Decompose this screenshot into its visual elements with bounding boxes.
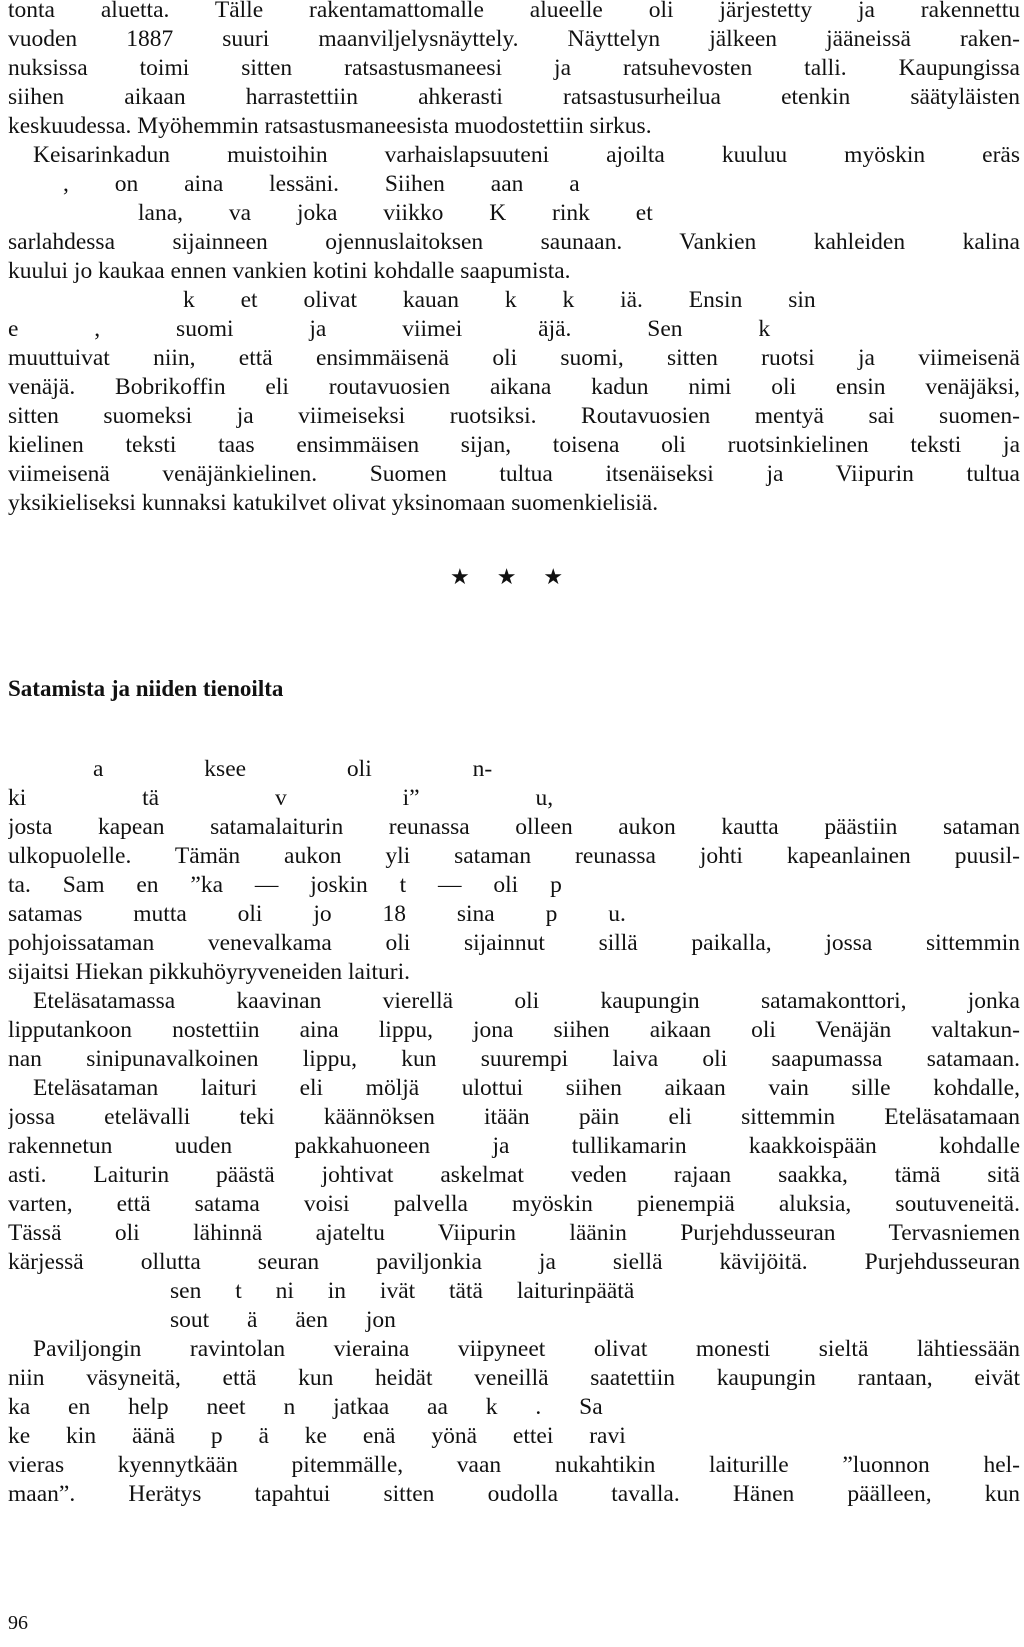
text-line: muuttuivat niin, että ensimmäisenä oli suomi, sitten ruotsi ja viimeisenä [8,345,1020,371]
text-line-fragmented: , on aina lessäni. Siihen aan a [63,171,580,197]
text-line-fragmented: ki tä v i” u, [8,785,554,811]
text-line: Eteläsataman laituri eli möljä ulottui siihen aikaan vain sille kohdalle, [33,1075,1020,1101]
text-line: varten, että satama voisi palvella myöskin pienempiä aluksia, soutuveneitä. [8,1191,1020,1217]
text-line: Paviljongin ravintolan vieraina viipyneet olivat monesti sieltä lähtiessään [33,1336,1020,1362]
text-line-fragmented: a ksee oli n- [93,756,493,782]
text-line: tonta aluetta. Tälle rakentamattomalle alueelle oli järjestetty ja rakennettu [8,0,1020,23]
text-line-fragmented: e , suomi ja viimei äjä. Sen k [8,316,771,342]
text-line: vieras kyennytkään pitemmälle, vaan nukahtikin laiturille ”luonnon hel- [8,1452,1020,1478]
text-line-fragmented: ka en help neet n jatkaa aa k . Sa [8,1394,603,1420]
text-line: josta kapean satamalaiturin reunassa olleen aukon kautta päästiin sataman [8,814,1020,840]
text-line: nuksissa toimi sitten ratsastusmaneesi ja ratsuhevosten talli. Kaupungissa [8,55,1020,81]
text-line-fragmented: satamas mutta oli jo 18 sina p u. [8,901,626,927]
text-line: lipputankoon nostettiin aina lippu, jona siihen aikaan oli Venäjän valtakun- [8,1017,1020,1043]
text-line: pohjoissataman venevalkama oli sijainnut sillä paikalla, jossa sittemmin [8,930,1020,956]
text-line-fragmented: k et olivat kauan k k iä. Ensin sin [183,287,816,313]
text-line-fragmented: sout ä äen jon [170,1307,396,1333]
text-line: sijaitsi Hiekan pikkuhöyryveneiden laituri. [8,959,411,985]
text-block-satamat [8,755,1020,1509]
text-line: rakennetun uuden pakkahuoneen ja tullikamarin kaakkoispään kohdalle [8,1133,1020,1159]
text-line: viimeisenä venäjänkielinen. Suomen tultua itsenäiseksi ja Viipurin tultua [8,461,1020,487]
text-line: Eteläsatamassa kaavinan vierellä oli kaupungin satamakonttori, jonka [33,988,1020,1014]
text-line: Keisarinkadun muistoihin varhaislapsuuteni ajoilta kuuluu myöskin eräs [33,142,1020,168]
text-line: yksikieliseksi kunnaksi katukilvet olivat yksinomaan suomenkielisiä. [8,490,659,516]
text-line: niin väsyneitä, että kun heidät veneillä saatettiin kaupungin rantaan, eivät [8,1365,1020,1391]
text-line: vuoden 1887 suuri maanviljelysnäyttely. Näyttelyn jälkeen jääneissä raken- [8,26,1020,52]
text-line: siihen aikaan harrastettiin ahkerasti ratsastusurheilua etenkin säätyläisten [8,84,1020,110]
text-line: venäjä. Bobrikoffin eli routavuosien aikana kadun nimi oli ensin venäjäksi, [8,374,1020,400]
text-line: keskuudessa. Myöhemmin ratsastusmaneesista muodostettiin sirkus. [8,113,652,139]
text-line-fragmented: ta. Sam en ”ka — joskin t — oli p [8,872,562,898]
section-separator-stars: ★ ★ ★ [450,565,574,590]
text-line: sitten suomeksi ja viimeiseksi ruotsiksi. Routavuosien mentyä sai suomen- [8,403,1020,429]
text-line-fragmented: sen t ni in ivät tätä laiturinpäätä [170,1278,635,1304]
text-line-fragmented: lana, va joka viikko K rink et [138,200,653,226]
page-number: 96 [8,1612,28,1634]
text-line: nan sinipunavalkoinen lippu, kun suurempi laiva oli saapumassa satamaan. [8,1046,1020,1072]
section-heading: Satamista ja niiden tienoilta [8,676,284,701]
text-line: kärjessä ollutta seuran paviljonkia ja siellä kävijöitä. Purjehdusseuran [8,1249,1020,1275]
text-line: Tässä oli lähinnä ajateltu Viipurin läänin Purjehdusseuran Tervasniemen [8,1220,1020,1246]
text-line: kielinen teksti taas ensimmäisen sijan, toisena oli ruotsinkielinen teksti ja [8,432,1020,458]
text-line: asti. Laiturin päästä johtivat askelmat veden rajaan saakka, tämä sitä [8,1162,1020,1188]
text-block-keisarinkatu [8,0,1020,518]
text-line-fragmented: ke kin äänä p ä ke enä yönä ettei ravi [8,1423,626,1449]
text-line: ulkopuolelle. Tämän aukon yli sataman reunassa johti kapeanlainen puusil- [8,843,1020,869]
text-line: sarlahdessa sijainneen ojennuslaitoksen saunaan. Vankien kahleiden kalina [8,229,1020,255]
text-line: kuului jo kaukaa ennen vankien kotini kohdalle saapumista. [8,258,571,284]
text-line: jossa etelävalli teki käännöksen itään päin eli sittemmin Eteläsatamaan [8,1104,1020,1130]
text-line: maan”. Herätys tapahtui sitten oudolla tavalla. Hänen päälleen, kun [8,1481,1020,1507]
